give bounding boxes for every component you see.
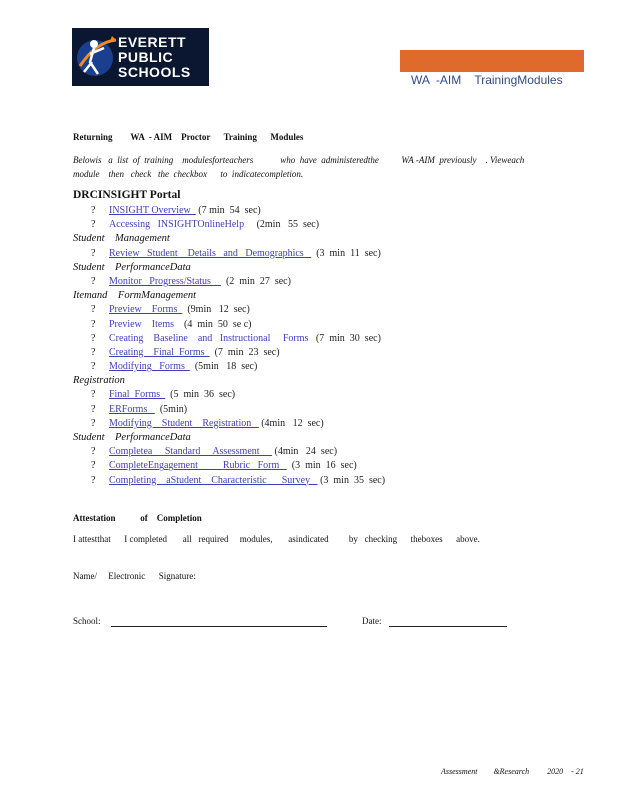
checkbox[interactable]: ? bbox=[91, 318, 96, 330]
header-title: WA -AIM TrainingModules bbox=[411, 73, 563, 87]
checkbox[interactable]: ? bbox=[91, 247, 96, 259]
date-label: Date: bbox=[362, 616, 382, 626]
checkbox[interactable]: ? bbox=[91, 346, 96, 358]
module-link[interactable]: Preview Items bbox=[109, 318, 174, 330]
module-link[interactable]: Creating Baseline and Instructional Forms bbox=[109, 332, 309, 344]
checkbox[interactable]: ? bbox=[91, 389, 96, 401]
module-section-heading: Student PerformanceData bbox=[73, 432, 191, 443]
school-label: School: bbox=[73, 616, 101, 626]
module-link[interactable]: Preview Forms bbox=[109, 304, 183, 316]
module-item bbox=[73, 318, 543, 332]
logo-line-3: SCHOOLS bbox=[118, 64, 191, 80]
module-item bbox=[73, 459, 543, 473]
module-link[interactable]: Final Forms bbox=[109, 389, 166, 401]
module-link[interactable]: Monitor Progress/Status bbox=[109, 275, 221, 287]
module-item bbox=[73, 388, 543, 402]
module-duration: (5 min 36 sec) bbox=[165, 389, 236, 401]
module-duration: (5min 18 sec) bbox=[189, 361, 258, 373]
module-list bbox=[73, 204, 543, 488]
module-duration: (4min 24 sec) bbox=[272, 446, 338, 458]
attestation-title: Attestation of Completion bbox=[73, 513, 202, 523]
module-item bbox=[73, 332, 543, 346]
checkbox[interactable]: ? bbox=[91, 417, 96, 429]
module-link[interactable]: INSIGHT Overview bbox=[109, 205, 196, 216]
module-link[interactable]: Creating Final Forms bbox=[109, 346, 210, 358]
module-duration: (3 min 11 sec) bbox=[311, 247, 381, 259]
date-field[interactable] bbox=[389, 626, 507, 627]
module-section-heading: Student PerformanceData bbox=[73, 261, 191, 273]
checkbox[interactable]: ? bbox=[91, 332, 96, 344]
module-link[interactable]: ERForms bbox=[109, 403, 155, 415]
module-duration: (2min 55 sec) bbox=[244, 219, 320, 231]
checkbox[interactable]: ? bbox=[91, 304, 96, 316]
module-item bbox=[73, 360, 543, 374]
module-item bbox=[73, 204, 543, 218]
checkbox[interactable]: ? bbox=[91, 205, 96, 216]
checkbox[interactable]: ? bbox=[91, 219, 96, 231]
module-item bbox=[73, 417, 543, 431]
module-item bbox=[73, 275, 543, 289]
module-duration: (2 min 27 sec) bbox=[220, 275, 291, 287]
module-duration: (3 min 16 sec) bbox=[286, 460, 357, 472]
module-link[interactable]: Modifying Forms bbox=[109, 361, 190, 373]
signature-label: Name/ Electronic Signature: bbox=[73, 571, 196, 581]
intro-text: Belowis a list of training modulesforteachers who have administeredthe WA -AIM previously . Vieweach module then check the checkbox to indicatecompletion. bbox=[73, 155, 525, 179]
module-duration: (4min 12 sec) bbox=[258, 417, 324, 429]
module-link[interactable]: CompleteEngagement Rubric Form bbox=[109, 460, 287, 472]
logo bbox=[72, 28, 209, 86]
module-duration: (7 min 23 sec) bbox=[209, 346, 280, 358]
module-item bbox=[73, 445, 543, 459]
module-section-heading: Itemand FormManagement bbox=[73, 290, 197, 302]
module-duration: (5min) bbox=[154, 403, 188, 415]
logo-line-2: PUBLIC bbox=[118, 49, 174, 65]
module-duration: (7 min 30 sec) bbox=[308, 332, 381, 344]
module-section-heading: Registration bbox=[73, 375, 125, 387]
module-link[interactable]: Modifying Student Registration bbox=[109, 417, 259, 429]
logo-line-1: EVERETT bbox=[118, 34, 187, 50]
header-accent-bar bbox=[400, 50, 584, 72]
module-item bbox=[73, 474, 543, 488]
module-item bbox=[73, 218, 543, 232]
checkbox[interactable]: ? bbox=[91, 275, 96, 287]
module-duration: (7 min 54 sec) bbox=[195, 205, 261, 216]
attestation-text: I attestthat I completed all required modules, asindicated by checking theboxes above. bbox=[73, 534, 480, 544]
section-title: Returning WA - AIM Proctor Training Modules bbox=[73, 132, 304, 142]
page-footer: Assessment &Research 2020 - 21 bbox=[441, 767, 584, 776]
module-duration: (4 min 50 se c) bbox=[174, 318, 252, 330]
module-item bbox=[73, 346, 543, 360]
module-item bbox=[73, 303, 543, 317]
module-link[interactable]: Completing aStudent Characteristic Survey bbox=[109, 474, 318, 486]
module-duration: (3 min 35 sec) bbox=[317, 474, 386, 486]
module-item bbox=[73, 247, 543, 261]
module-link[interactable]: Review Student Details and Demographics bbox=[109, 247, 312, 259]
checkbox[interactable]: ? bbox=[91, 474, 96, 486]
checkbox[interactable]: ? bbox=[91, 460, 96, 472]
module-link[interactable]: Accessing INSIGHTOnlineHelp bbox=[109, 219, 245, 231]
module-item bbox=[73, 403, 543, 417]
checkbox[interactable]: ? bbox=[91, 403, 96, 415]
checkbox[interactable]: ? bbox=[91, 361, 96, 373]
module-duration: (9min 12 sec) bbox=[182, 304, 250, 316]
module-link[interactable]: Completea Standard Assessment bbox=[109, 446, 273, 458]
module-section-heading: Student Management bbox=[73, 233, 170, 245]
school-field[interactable] bbox=[111, 626, 327, 627]
portal-title: DRCINSIGHT Portal bbox=[73, 189, 181, 201]
checkbox[interactable]: ? bbox=[91, 446, 96, 458]
